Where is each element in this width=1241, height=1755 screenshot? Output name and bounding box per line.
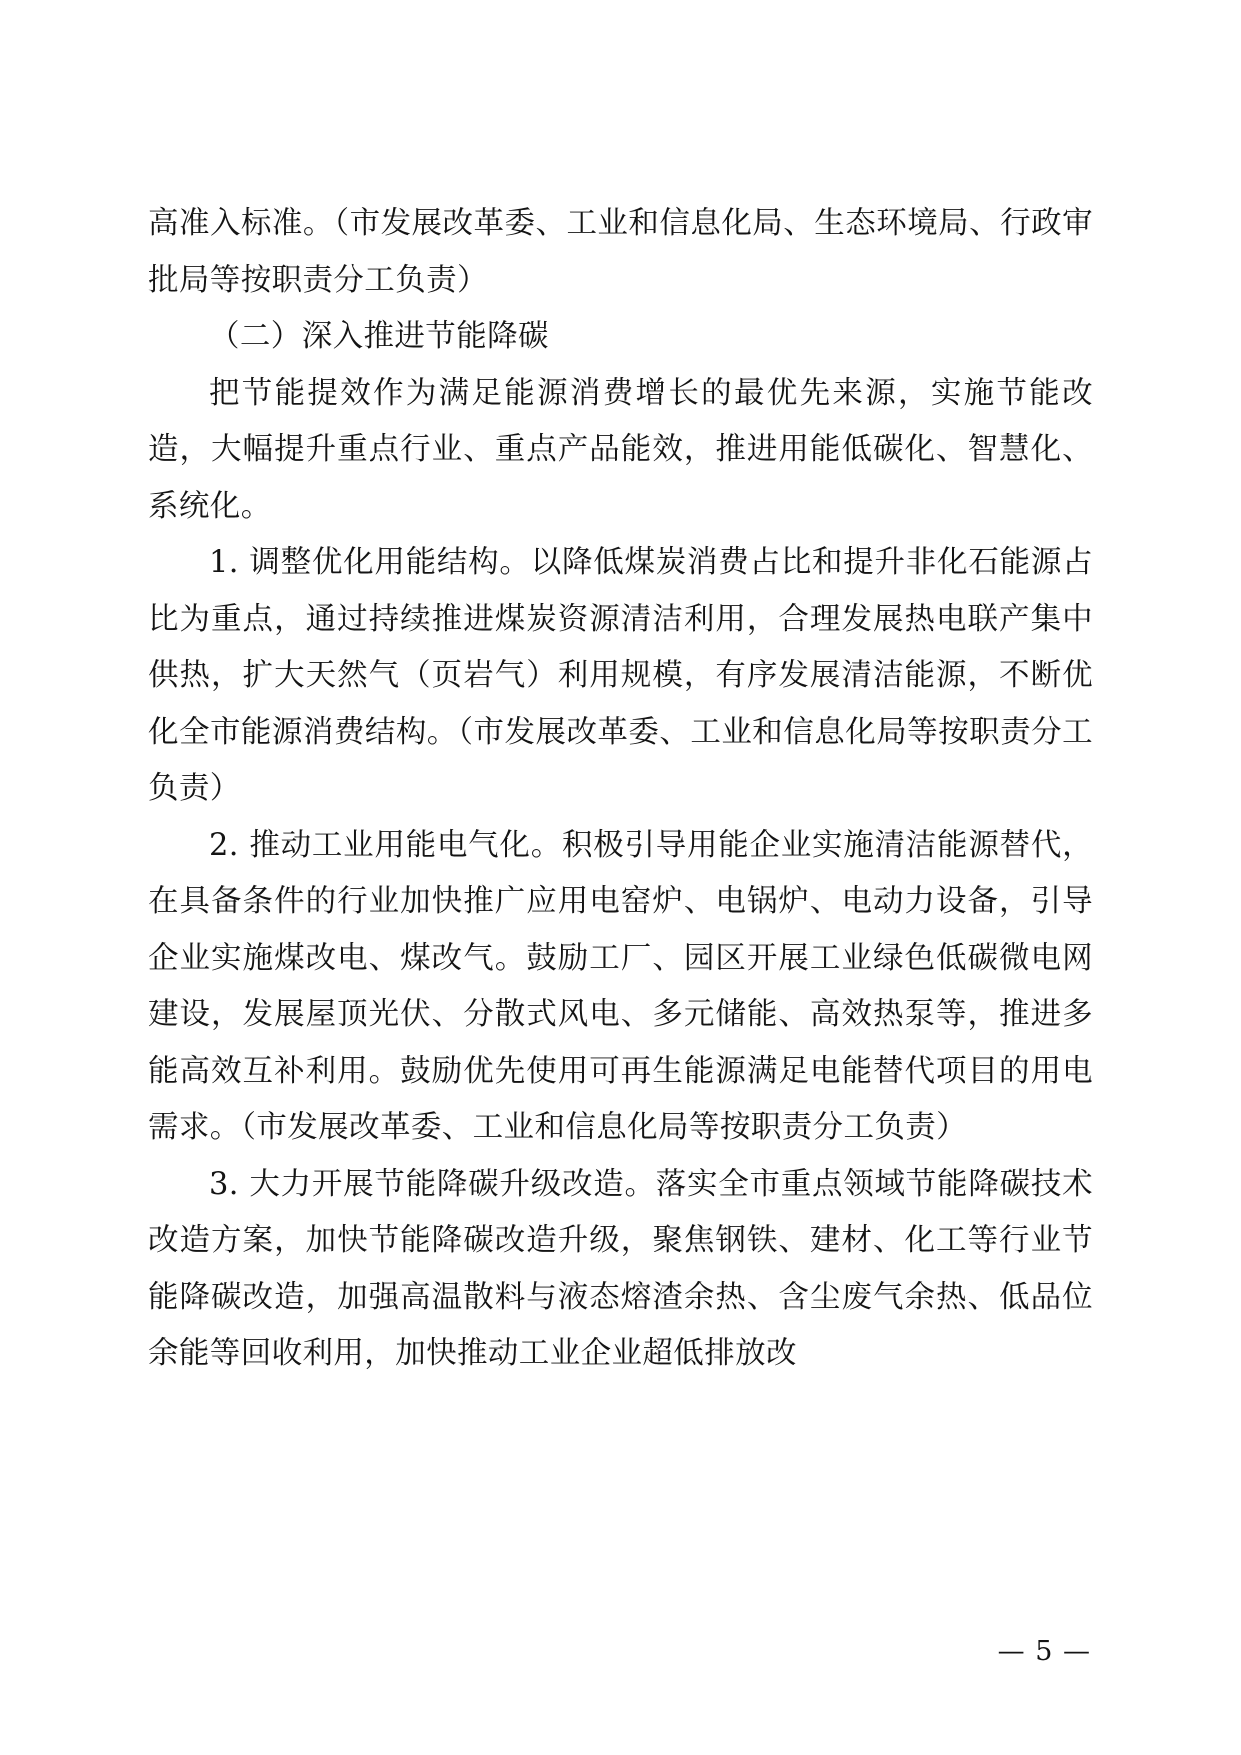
document-body bbox=[148, 196, 1093, 1383]
section-heading-two: （二）深入推进节能降碳 bbox=[209, 319, 549, 354]
page-number: — 5 — bbox=[997, 1636, 1091, 1667]
paragraph-continuation: 高准入标准。（市发展改革委、工业和信息化局、生态环境局、行政审批局等按职责分工负责） bbox=[148, 206, 1093, 298]
paragraph-section-intro: 把节能提效作为满足能源消费增长的最优先来源，实施节能改造，大幅提升重点行业、重点产品能效，推进用能低碳化、智慧化、系统化。 bbox=[148, 375, 1093, 524]
paragraph-item-2: 2. 推动工业用能电气化。积极引导用能企业实施清洁能源替代，在具备条件的行业加快推广应用电窑炉、电锅炉、电动力设备，引导企业实施煤改电、煤改气。鼓励工厂、园区开展工业绿色低碳微电网建设，发展屋顶光伏、分散式风电、多元储能、高效热泵等，推进多能高效互补利用。鼓励优先使用可再生能源满足电能替代项目的用电需求。（市发展改革委、工业和信息化局等按职责分工负责） bbox=[148, 827, 1093, 1145]
paragraph-item-1: 1. 调整优化用能结构。以降低煤炭消费占比和提升非化石能源占比为重点，通过持续推进煤炭资源清洁利用，合理发展热电联产集中供热，扩大天然气（页岩气）利用规模，有序发展清洁能源，不断优化全市能源消费结构。（市发展改革委、工业和信息化局等按职责分工负责） bbox=[148, 545, 1093, 806]
paragraph-item-3: 3. 大力开展节能降碳升级改造。落实全市重点领域节能降碳技术改造方案，加快节能降碳改造升级，聚焦钢铁、建材、化工等行业节能降碳改造，加强高温散料与液态熔渣余热、含尘废气余热、低品位余能等回收利用，加快推动工业企业超低排放改 bbox=[148, 1166, 1093, 1371]
